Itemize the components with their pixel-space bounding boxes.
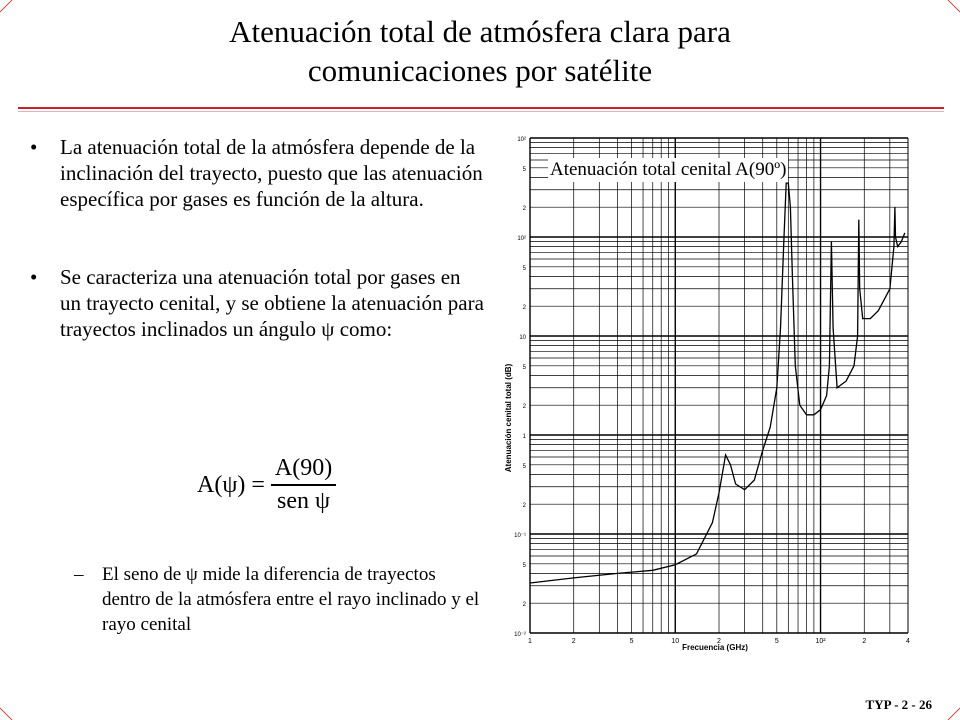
chart-y-tick-label: 5 <box>522 562 526 569</box>
title-divider-shadow <box>18 111 944 112</box>
chart-x-tick-label: 1 <box>528 638 532 645</box>
chart-y-axis-label: Atenuación cenital total (dB) <box>504 363 513 473</box>
chart-y-tick-label: 10 <box>519 335 526 341</box>
title-divider <box>18 107 944 109</box>
bullet-1-text: La atenuación total de la atmósfera depende de la inclinación del trayecto, puesto que las atenuación específica por gases es función de la altura. <box>60 135 483 211</box>
formula-numerator: A(90) <box>271 455 336 485</box>
sub-bullet-text-end: mide la diferencia de trayectos dentro de la atmósfera entre el rayo inclinado y el rayo cenital <box>102 564 480 635</box>
chart-x-tick-label: 2 <box>571 638 576 645</box>
sub-bullet <box>74 562 484 637</box>
corner-mark-bottom-right <box>946 706 960 720</box>
chart-y-tick-label: 10⁻¹ <box>514 533 526 539</box>
psi-symbol: ψ <box>185 564 198 585</box>
bullet-icon: • <box>30 135 38 159</box>
chart-y-tick-label: 2 <box>522 503 526 510</box>
corner-mark-bottom-left <box>0 706 14 720</box>
attenuation-chart <box>490 128 910 668</box>
slide-title <box>0 12 960 90</box>
bullet-item-1 <box>26 134 486 212</box>
chart-x-tick-label: 5 <box>774 638 779 645</box>
chart-y-tick-label: 2 <box>522 206 526 213</box>
chart-x-tick-label: 10 <box>671 638 680 645</box>
dash-icon: – <box>74 564 84 585</box>
chart-y-tick-label: 10⁻² <box>514 632 526 638</box>
slide-title-line-1: Atenuación total de atmósfera clara para <box>229 14 731 49</box>
chart-x-tick-label: 5 <box>629 638 634 645</box>
chart-y-tick-label: 5 <box>522 265 526 272</box>
slide-title-line-2: comunicaciones por satélite <box>307 53 653 88</box>
chart-series-line <box>530 183 905 583</box>
chart-y-tick-label: 5 <box>522 463 526 470</box>
chart-title: Atenuación total cenital A(90º) <box>550 159 787 180</box>
sub-bullet-text: El seno de <box>102 564 182 585</box>
chart-y-tick-label: 2 <box>522 305 526 312</box>
chart-y-tick-label: 5 <box>522 364 526 371</box>
chart-svg <box>490 128 910 668</box>
bullet-item-2 <box>26 264 486 342</box>
bullet-2-text-end: como: <box>339 317 393 341</box>
chart-y-tick-label: 1 <box>522 434 526 440</box>
chart-y-tick-label: 2 <box>522 602 526 609</box>
formula-denominator: sen ψ <box>277 488 331 514</box>
chart-x-tick-label: 4 <box>906 638 910 645</box>
bullet-2-text: Se caracteriza una atenuación total por gases en un trayecto cenital, y se obtiene la atenuación para trayectos inclinados un ángulo <box>60 265 484 341</box>
chart-y-tick-label: 10² <box>517 236 526 242</box>
psi-symbol: ψ <box>321 317 335 341</box>
chart-x-tick-label: 10² <box>815 638 826 645</box>
formula-lhs: A(ψ) = <box>197 472 265 498</box>
chart-x-tick-label: 2 <box>717 638 721 645</box>
bullet-icon: • <box>30 265 38 289</box>
slide-footer: TYP - 2 - 26 <box>865 697 932 712</box>
attenuation-formula <box>196 455 336 516</box>
chart-x-axis-label: Frecuencia (GHz) <box>682 643 748 652</box>
chart-y-tick-label: 5 <box>522 166 526 173</box>
chart-y-tick-label: 2 <box>522 404 526 411</box>
chart-x-tick-label: 2 <box>862 638 867 645</box>
chart-y-tick-label: 10² <box>517 137 526 143</box>
bullet-list <box>26 134 486 342</box>
